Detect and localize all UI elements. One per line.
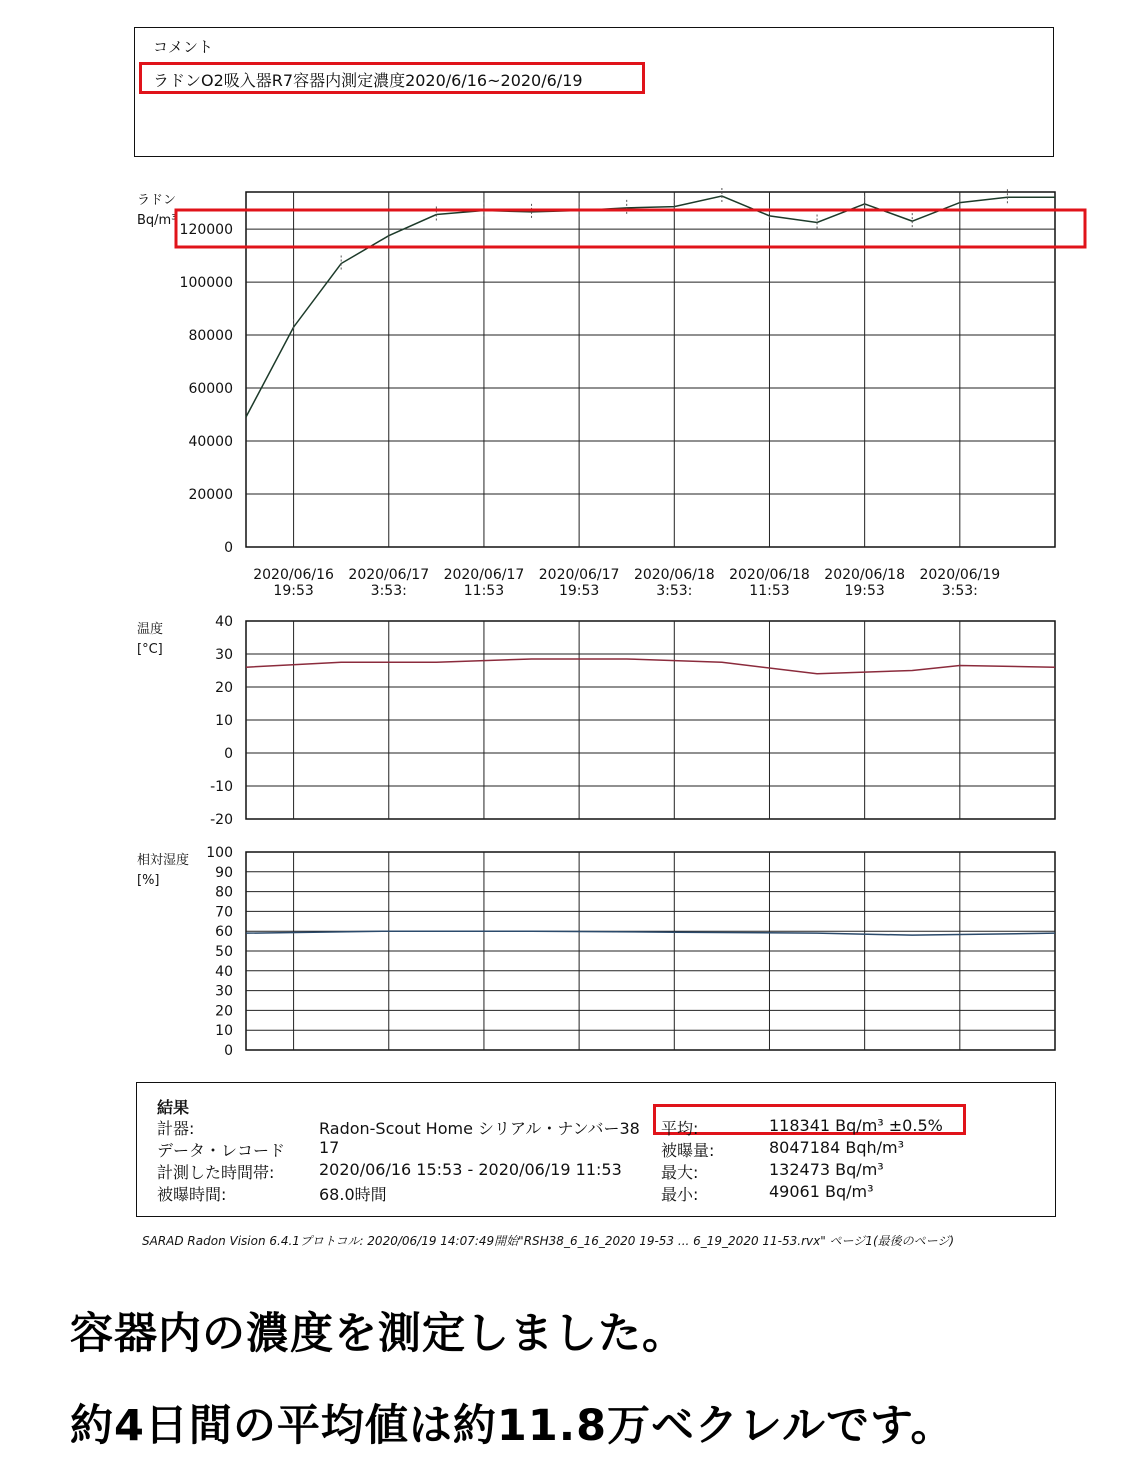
radon-xtick-time: 11:53 — [749, 583, 790, 599]
caption-line-2: 約4日間の平均値は約11.8万ベクレルです。 — [70, 1401, 955, 1451]
radon-xtick-date: 2020/06/19 — [919, 567, 1001, 583]
results-value-min: 49061 Bq/m³ — [769, 1182, 874, 1201]
temperature-ytick-label: 30 — [215, 647, 233, 663]
radon-xtick-date: 2020/06/18 — [824, 567, 905, 583]
results-value-max: 132473 Bq/m³ — [769, 1160, 884, 1179]
results-value-exposure-time: 68.0時間 — [319, 1185, 387, 1204]
humidity-ytick-label: 50 — [215, 944, 233, 960]
temperature-yunit: [°C] — [137, 642, 163, 657]
humidity-ytick-label: 30 — [215, 983, 233, 1000]
radon-ytick-label: 0 — [224, 540, 233, 556]
humidity-ytick-label: 20 — [215, 1003, 233, 1020]
humidity-ytick-label: 10 — [215, 1023, 233, 1040]
results-label-period: 計測した時間帯: — [157, 1163, 275, 1182]
radon-xtick-time: 19:53 — [558, 583, 600, 599]
humidity-ytick-label: 100 — [206, 845, 233, 861]
radon-ylabel: ラドン — [137, 193, 177, 208]
caption-line-1: 容器内の濃度を測定しました。 — [70, 1309, 686, 1359]
radon-xtick-time: 11:53 — [463, 583, 505, 599]
radon-yunit: Bq/m³ — [137, 213, 177, 228]
results-value-average: 118341 Bq/m³ ±0.5% — [769, 1116, 943, 1135]
comment-label: コメント — [153, 38, 214, 56]
radon-ytick-label: 40000 — [188, 434, 233, 451]
humidity-ytick-label: 70 — [215, 904, 233, 921]
results-label-exposure-time: 被曝時間: — [157, 1185, 227, 1204]
results-label-max: 最大: — [661, 1163, 699, 1182]
temperature-ytick-label: 0 — [224, 746, 233, 762]
radon-xtick-date: 2020/06/16 — [253, 567, 334, 583]
humidity-ytick-label: 60 — [215, 924, 233, 941]
radon-xtick-time: 19:53 — [273, 583, 314, 599]
radon-xtick-date: 2020/06/17 — [348, 567, 430, 583]
results-value-records: 17 — [319, 1138, 340, 1157]
results-label-min: 最小: — [661, 1185, 699, 1204]
radon-xtick-time: 19:53 — [844, 583, 885, 599]
temperature-ytick-label: 40 — [215, 614, 233, 630]
comment-text: ラドンO2吸入器R7容器内測定濃度2020/6/16~2020/6/19 — [153, 71, 583, 90]
results-box — [136, 1082, 1056, 1217]
humidity-ytick-label: 40 — [215, 963, 233, 980]
radon-120000-highlight-box — [176, 210, 1085, 247]
temperature-ytick-label: 20 — [215, 680, 233, 696]
results-value-period: 2020/06/16 15:53 - 2020/06/19 11:53 — [319, 1160, 622, 1179]
radon-xtick-date: 2020/06/17 — [443, 567, 525, 583]
results-label-average: 平均: — [661, 1119, 699, 1138]
temperature-ytick-label: 10 — [215, 713, 233, 729]
results-value-dose: 8047184 Bqh/m³ — [769, 1138, 905, 1157]
results-label-dose: 被曝量: — [661, 1141, 715, 1160]
humidity-yunit: [%] — [137, 873, 160, 888]
radon-xtick-time: 3:53: — [370, 583, 407, 599]
radon-xtick-time: 3:53: — [941, 583, 978, 599]
temperature-ytick-label: -10 — [210, 779, 233, 795]
humidity-series-line — [246, 931, 1055, 935]
humidity-ytick-label: 0 — [224, 1043, 233, 1059]
results-value-instrument: Radon-Scout Home シリアル・ナンバー38 — [319, 1119, 640, 1138]
radon-ytick-label: 60000 — [188, 381, 233, 398]
radon-ytick-label: 20000 — [188, 487, 233, 504]
results-label-records: データ・レコード — [157, 1141, 286, 1160]
humidity-ylabel: 相対湿度 — [137, 853, 190, 868]
radon-ytick-label: 100000 — [179, 275, 233, 292]
humidity-ytick-label: 80 — [215, 884, 233, 901]
radon-xtick-time: 3:53: — [656, 583, 693, 599]
radon-xtick-date: 2020/06/18 — [729, 567, 810, 583]
radon-xtick-date: 2020/06/18 — [633, 567, 715, 583]
temperature-series-line — [246, 659, 1055, 674]
temperature-ylabel: 温度 — [137, 622, 164, 637]
radon-xtick-date: 2020/06/17 — [538, 567, 620, 583]
radon-ytick-label: 120000 — [179, 222, 233, 239]
results-title: 結果 — [157, 1098, 190, 1117]
humidity-ytick-label: 90 — [215, 864, 233, 881]
radon-ytick-label: 80000 — [188, 328, 233, 345]
results-label-instrument: 計器: — [157, 1119, 195, 1138]
temperature-ytick-label: -20 — [210, 812, 233, 828]
footer-protocol: SARAD Radon Vision 6.4.1プロトコル: 2020/06/19 14:07:49開始"RSH38_6_16_2020 19-53 ... 6_19_2020 11-53.rvx" ページ1(最後のページ) — [142, 1234, 955, 1248]
